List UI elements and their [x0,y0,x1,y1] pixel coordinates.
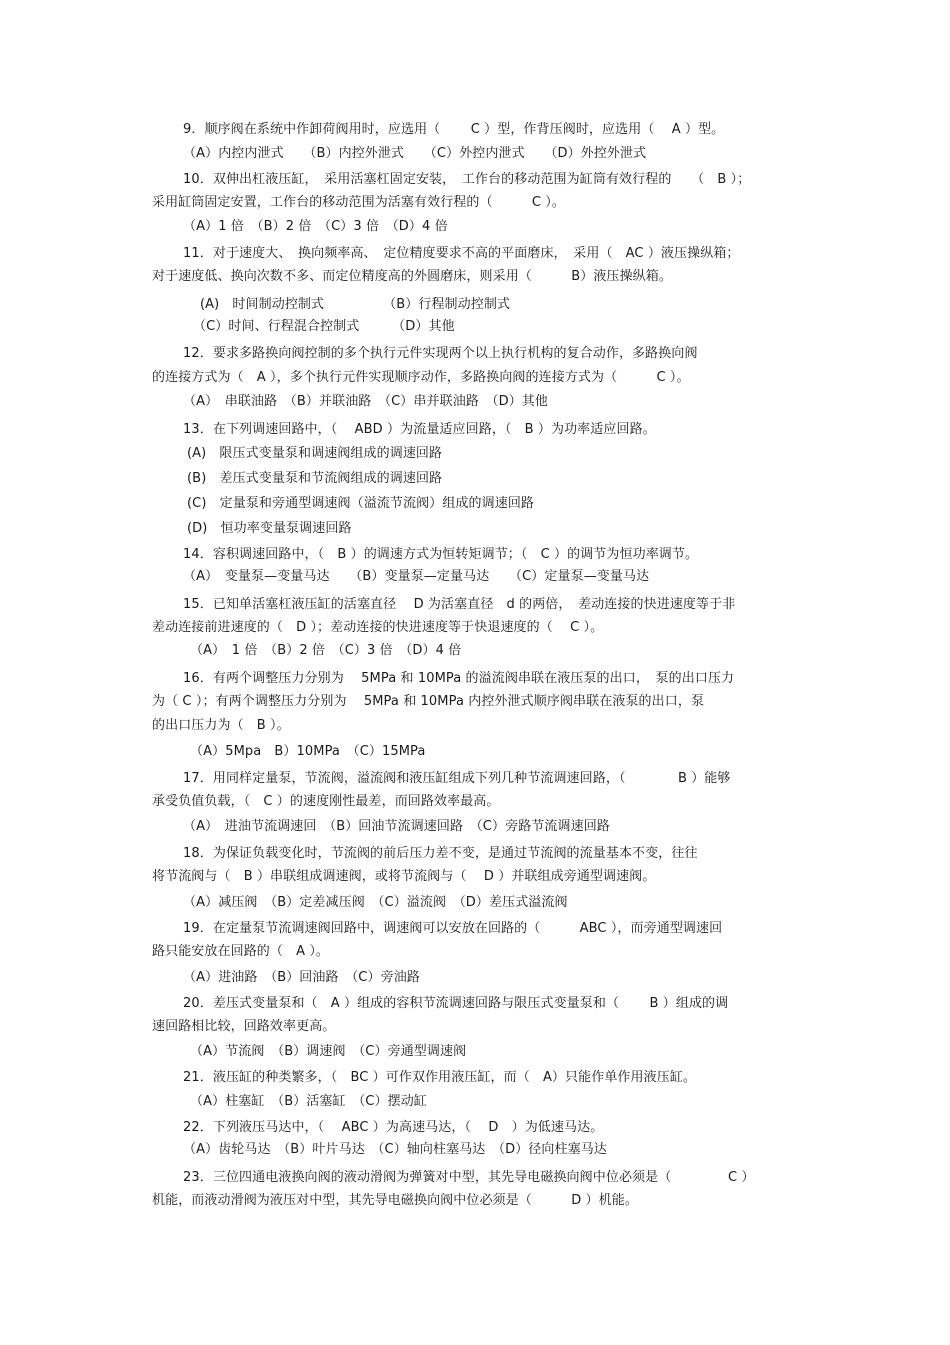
question-10-text-line2: 采用缸筒固定安置，工作台的移动范围为活塞有效行程的（ C ）。 [152,195,566,210]
question-20-options: （A）节流阀 （B）调速阀 （C）旁通型调速阀 [190,1044,467,1059]
question-10-options: （A）1 倍 （B）2 倍 （C）3 倍 （D）4 倍 [183,219,448,234]
question-12-options: （A） 串联油路 （B）并联油路 （C）串并联油路 （D）其他 [183,394,548,409]
question-11-text-line1: 11．对于速度大、 换向频率高、 定位精度要求不高的平面磨床， 采用（ AC ）液压操纵箱； [183,246,740,261]
question-20-text-line2: 速回路相比较，回路效率更高。 [152,1019,336,1034]
question-12-text-line2: 的连接方式为（ A ），多个执行元件实现顺序动作，多路换向阀的连接方式为（ C ）。 [152,370,690,385]
question-16-options: （A）5Mpa B）10MPa （C）15MPa [190,744,426,759]
question-16-text-line1: 16．有两个调整压力分别为 5MPa 和 10MPa 的溢流阀串联在液压泵的出口， 泵的出口压力 [183,671,735,686]
question-14-text: 14．容积调速回路中，（ B ）的调速方式为恒转矩调节；（ C ）的调节为恒功率调节。 [183,547,699,562]
question-11-options-line1: (A) 时间制动控制式 （B）行程制动控制式 [200,297,511,312]
question-9-options: （A）内控内泄式 （B）内控外泄式 （C）外控内泄式 （D）外控外泄式 [183,146,647,161]
question-15-text-line2: 差动连接前进速度的（ D ）；差动连接的快进速度等于快退速度的（ C ）。 [152,620,604,635]
question-18-text-line2: 将节流阀与（ B ）串联组成调速阀，或将节流阀与（ D ）并联组成旁通型调速阀。 [152,869,656,884]
question-18-text-line1: 18．为保证负载变化时，节流阀的前后压力差不变，是通过节流阀的流量基本不变，往往 [183,846,698,861]
question-19-text-line2: 路只能安放在回路的（ A ）。 [152,944,330,959]
question-17-text-line1: 17．用同样定量泵，节流阀，溢流阀和液压缸组成下列几种节流调速回路，（ B ）能够 [183,771,731,786]
question-22-options: （A）齿轮马达 （B）叶片马达 （C）轴向柱塞马达 （D）径向柱塞马达 [183,1142,607,1157]
question-17-text-line2: 承受负值负载，（ C ）的速度刚性最差，而回路效率最高。 [152,794,500,809]
question-19-options: （A）进油路 （B）回油路 （C）旁油路 [183,970,420,985]
question-13-option-c: (C) 定量泵和旁通型调速阀（溢流节流阀）组成的调速回路 [187,496,535,511]
question-10-text-line1: 10．双伸出杠液压缸， 采用活塞杠固定安装， 工作台的移动范围为缸筒有效行程的 （ B ）； [183,172,751,187]
question-23-text-line1: 23．三位四通电液换向阀的液动滑阀为弹簧对中型，其先导电磁换向阀中位必须是（ C ） [183,1170,755,1185]
question-13-option-a: (A) 限压式变量泵和调速阀组成的调速回路 [187,446,443,461]
question-21-text: 21．液压缸的种类繁多，（ BC ）可作双作用液压缸，而（ A）只能作单作用液压缸。 [183,1070,697,1085]
question-18-options: （A）减压阀 （B）定差减压阀 （C）溢流阀 （D）差压式溢流阀 [183,895,568,910]
question-9-text: 9．顺序阀在系统中作卸荷阀用时，应选用（ C ）型，作背压阀时，应选用（ A ）型。 [183,122,725,137]
question-13-text: 13．在下列调速回路中，（ ABD ）为流量适应回路，（ B ）为功率适应回路。 [183,422,656,437]
question-19-text-line1: 19．在定量泵节流调速阀回路中，调速阀可以安放在回路的（ ABC ），而旁通型调速回 [183,921,723,936]
question-12-text-line1: 12．要求多路换向阀控制的多个执行元件实现两个以上执行机构的复合动作，多路换向阀 [183,346,698,361]
question-23-text-line2: 机能，而液动滑阀为液压对中型，其先导电磁换向阀中位必须是（ D ）机能。 [152,1193,638,1208]
question-13-option-d: (D) 恒功率变量泵调速回路 [187,521,352,536]
question-11-text-line2: 对于速度低、换向次数不多、而定位精度高的外圆磨床，则采用（ B）液压操纵箱。 [152,269,672,284]
question-17-options: （A） 进油节流调速回 （B）回油节流调速回路 （C）旁路节流调速回路 [183,819,610,834]
question-15-options: （A） 1 倍 （B）2 倍 （C）3 倍 （D）4 倍 [190,643,462,658]
question-15-text-line1: 15．已知单活塞杠液压缸的活塞直径 D 为活塞直径 d 的两倍， 差动连接的快进速度等于非 [183,597,736,612]
question-20-text-line1: 20．差压式变量泵和（ A ）组成的容积节流调速回路与限压式变量泵和（ B ）组成的调 [183,996,729,1011]
question-22-text: 22．下列液压马达中，（ ABC ）为高速马达，（ D ）为低速马达。 [183,1120,604,1135]
question-21-options: （A）柱塞缸 （B）活塞缸 （C）摆动缸 [190,1094,427,1109]
question-16-text-line3: 的出口压力为（ B ）。 [152,718,290,733]
question-16-text-line2: 为（ C ）；有两个调整压力分别为 5MPa 和 10MPa 内控外泄式顺序阀串联在液泵的出口，泵 [152,694,705,709]
question-11-options-line2: （C）时间、行程混合控制式 （D）其他 [193,319,455,334]
question-14-options: （A） 变量泵—变量马达 （B）变量泵—定量马达 （C）定量泵—变量马达 [183,569,650,584]
question-13-option-b: (B) 差压式变量泵和节流阀组成的调速回路 [187,471,443,486]
